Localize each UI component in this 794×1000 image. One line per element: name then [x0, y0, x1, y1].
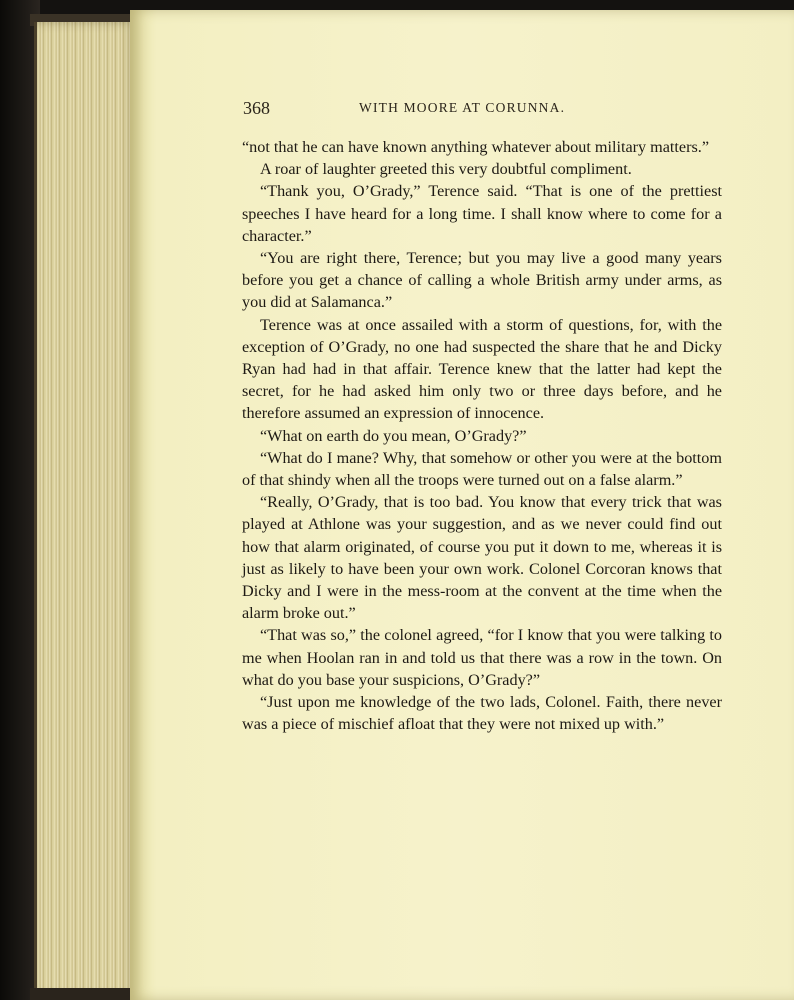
paragraph-2: A roar of laughter greeted this very doubtful compliment. [260, 160, 632, 179]
cover-bottom-edge [30, 988, 140, 1000]
paragraph-10: “Just upon me knowledge of the two lads, Colonel. Faith, there never was a piece of mischief afloat that they were not mixed up with.” [242, 693, 722, 734]
paragraph-9: “That was so,” the colonel agreed, “for I know that you were talking to me when Hoolan ran in and told us that there was a row in the town. On what do you base your suspicions, O’Grady?” [242, 626, 722, 689]
paragraph-7: “What do I mane? Why, that somehow or other you were at the bottom of that shindy when all the troops were turned out on a false alarm.” [242, 448, 722, 490]
page-header [243, 98, 723, 120]
paragraph-3: “Thank you, O’Grady,” Terence said. “That is one of the prettiest speeches I have heard for a long time. I shall know where to come for a character.” [242, 182, 722, 245]
paragraph-4: “You are right there, Terence; but you may live a good many years before you get a chance of calling a whole British army under arms, as you did at Salamanca.” [242, 249, 722, 312]
page-edges [34, 22, 137, 997]
page-number: 368 [243, 98, 270, 118]
paragraph-1: “not that he can have known anything whatever about military matters.” [242, 138, 710, 156]
paragraph-8: “Really, O’Grady, that is too bad. You know that every trick that was played at Athlone was your suggestion, and as we never could find out how that alarm originated, of course you put it down to me, whereas it is just as likely to have been your own work. Colonel Corcoran knows that Dicky and I were in the mess-room at the convent at the time when the alarm broke out.” [242, 493, 722, 623]
body-text [242, 136, 722, 735]
paragraph-6: “What on earth do you mean, O’Grady?” [260, 426, 527, 445]
running-title: WITH MOORE AT CORUNNA. [359, 100, 566, 115]
book-page [130, 10, 794, 1000]
paragraph-5: Terence was at once assailed with a storm of questions, for, with the exception of O’Grady, no one had suspected the share that he and Dicky Ryan had had in that affair. Terence knew that the latter had kept the secret, for he had asked him only two or three days before, and he therefore assumed an expression of innocence. [242, 315, 722, 423]
